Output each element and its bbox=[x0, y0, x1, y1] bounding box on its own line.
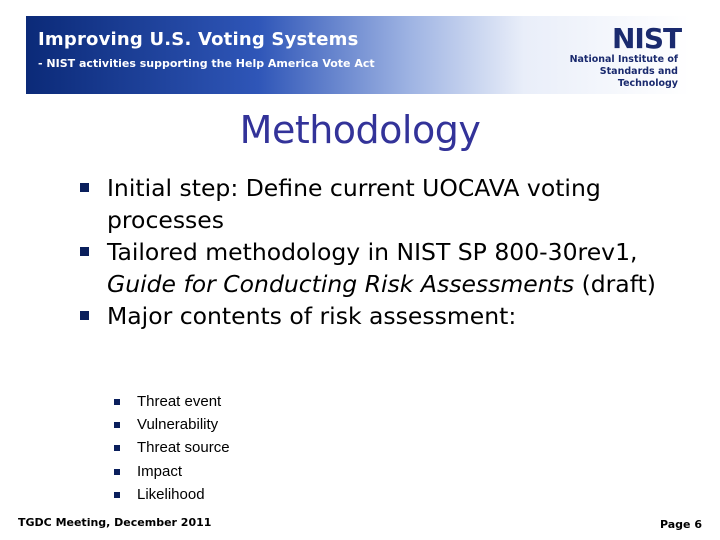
footer-meeting-label: TGDC Meeting, December 2011 bbox=[18, 516, 212, 529]
sub-bullet-item bbox=[114, 436, 230, 459]
sub-bullet-item bbox=[114, 483, 230, 506]
banner-title: Improving U.S. Voting Systems bbox=[38, 29, 359, 50]
bullet-item bbox=[80, 236, 680, 300]
square-bullet-icon bbox=[80, 183, 89, 192]
bullet-text: Initial step: Define current UOCAVA voting processes bbox=[107, 174, 601, 234]
bullet-text-italic: Guide for Conducting Risk Assessments bbox=[107, 270, 575, 298]
nist-name-line2: Standards and Technology bbox=[599, 66, 678, 89]
sub-bullet-text: Threat event bbox=[137, 393, 222, 410]
square-bullet-icon bbox=[114, 492, 120, 498]
bullet-item bbox=[80, 172, 680, 236]
banner-subtitle: - NIST activities supporting the Help America Vote Act bbox=[38, 57, 375, 70]
square-bullet-icon bbox=[114, 422, 120, 428]
square-bullet-icon bbox=[114, 469, 120, 475]
sub-bullet-item bbox=[114, 460, 230, 483]
sub-bullet-text: Impact bbox=[137, 462, 183, 480]
square-bullet-icon bbox=[114, 445, 120, 451]
sub-bullet-list bbox=[114, 390, 230, 506]
bullet-text-after: (draft) bbox=[574, 270, 656, 298]
square-bullet-icon bbox=[80, 247, 89, 256]
sub-bullet-text: Vulnerability bbox=[137, 416, 219, 434]
bullet-text: Tailored methodology in NIST SP 800-30rev1, bbox=[107, 238, 638, 266]
bullet-text: Major contents of risk assessment: bbox=[107, 302, 517, 330]
slide-title: Methodology bbox=[239, 108, 481, 152]
square-bullet-icon bbox=[114, 399, 120, 405]
sub-bullet-text: Threat source bbox=[137, 439, 230, 457]
sub-bullet-item bbox=[114, 413, 230, 436]
nist-logo bbox=[612, 22, 681, 55]
sub-bullet-item bbox=[114, 390, 230, 413]
nist-full-name bbox=[538, 54, 678, 90]
header-banner bbox=[26, 16, 690, 94]
sub-bullet-text: Likelihood bbox=[137, 485, 205, 503]
bullet-item bbox=[80, 300, 680, 332]
bullet-list bbox=[80, 172, 680, 332]
page-number: Page 6 bbox=[659, 518, 702, 531]
nist-name-line1: National Institute of bbox=[569, 54, 678, 65]
nist-logo-text: NIST bbox=[612, 22, 682, 55]
square-bullet-icon bbox=[80, 311, 89, 320]
